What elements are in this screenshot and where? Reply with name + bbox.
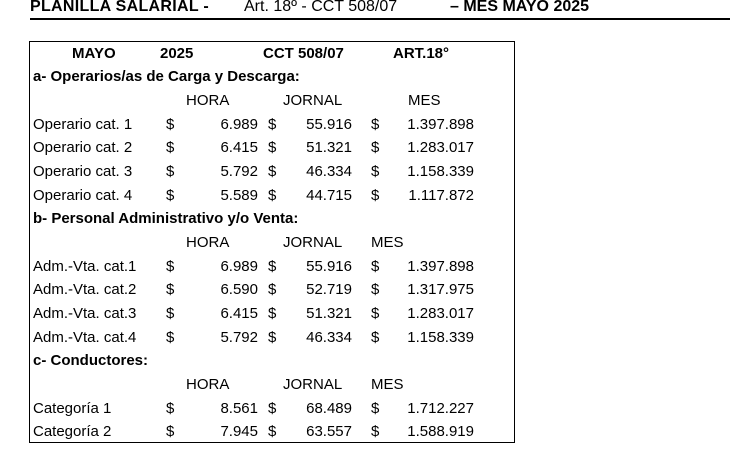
- table-row: Adm.-Vta. cat.4 $ 5.792 $ 46.334 $ 1.158.339: [33, 329, 474, 346]
- column-header-row-a: [30, 89, 514, 112]
- col-jornal: JORNAL: [283, 92, 343, 109]
- table-row: Operario cat. 1 $ 6.989 $ 55.916 $ 1.397.898: [33, 116, 474, 133]
- section-title-c: c- Conductores:: [33, 352, 149, 369]
- col-hora: HORA: [186, 92, 230, 109]
- column-header-row-c: [30, 373, 514, 396]
- table-row: Categoría 1 $ 8.561 $ 68.489 $ 1.712.227: [33, 400, 474, 417]
- table-year: 2025: [160, 45, 194, 62]
- col-mes: MES: [408, 92, 441, 109]
- table-cct: CCT 508/07: [263, 45, 344, 62]
- col-jornal: JORNAL: [283, 376, 343, 393]
- table-row: Operario cat. 3 $ 5.792 $ 46.334 $ 1.158.339: [33, 163, 474, 180]
- col-hora: HORA: [186, 234, 230, 251]
- salary-table: [29, 41, 515, 443]
- col-hora: HORA: [186, 376, 230, 393]
- table-row: Adm.-Vta. cat.3 $ 6.415 $ 51.321 $ 1.283.017: [33, 305, 474, 322]
- column-header-row-b: [30, 231, 514, 254]
- table-month: MAYO: [72, 45, 116, 62]
- header-month: – MES MAYO 2025: [450, 0, 590, 15]
- table-art: ART.18°: [393, 45, 450, 62]
- table-row: Operario cat. 2 $ 6.415 $ 51.321 $ 1.283.017: [33, 139, 474, 156]
- table-title-row: [30, 42, 514, 65]
- table-row: Operario cat. 4 $ 5.589 $ 44.715 $ 1.117.872: [33, 187, 474, 204]
- col-mes: MES: [371, 376, 404, 393]
- col-mes: MES: [371, 234, 404, 251]
- col-jornal: JORNAL: [283, 234, 343, 251]
- table-row: Adm.-Vta. cat.2 $ 6.590 $ 52.719 $ 1.317.975: [33, 281, 474, 298]
- table-row: Categoría 2 $ 7.945 $ 63.557 $ 1.588.919: [33, 423, 474, 440]
- document-header: [30, 0, 730, 20]
- header-title: PLANILLA SALARIAL -: [30, 0, 210, 15]
- section-title-a: a- Operarios/as de Carga y Descarga:: [33, 68, 300, 85]
- table-row: Adm.-Vta. cat.1 $ 6.989 $ 55.916 $ 1.397.898: [33, 258, 474, 275]
- section-title-b: b- Personal Administrativo y/o Venta:: [33, 210, 299, 227]
- header-article: Art. 18º - CCT 508/07: [244, 0, 398, 15]
